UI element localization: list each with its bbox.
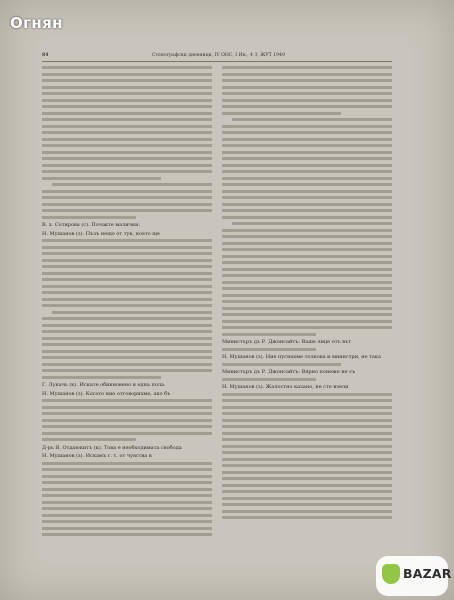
text-line	[42, 99, 212, 102]
text-line	[42, 501, 212, 504]
text-line	[222, 274, 392, 277]
text-line	[222, 73, 392, 76]
text-line	[222, 183, 392, 186]
speaker-line: Н. Мушанов (з). Ние пуснахме толкова и министри, не така	[222, 354, 381, 360]
text-line	[222, 255, 392, 258]
text-line	[42, 425, 212, 428]
text-line	[222, 242, 392, 245]
text-line	[42, 330, 212, 333]
text-line	[42, 350, 212, 353]
text-line	[222, 471, 392, 474]
text-line	[222, 294, 392, 297]
text-line	[42, 265, 212, 268]
text-line	[222, 378, 316, 381]
text-line	[222, 458, 392, 461]
text-line	[42, 216, 136, 219]
text-line	[222, 151, 392, 154]
speaker-line: Н. Мушанов (з). Искамъ г. т. от чувства в	[42, 453, 152, 459]
text-line	[222, 406, 392, 409]
text-line	[222, 66, 392, 69]
text-line	[42, 246, 212, 249]
text-line	[232, 222, 392, 225]
text-line	[222, 144, 392, 147]
text-line	[42, 144, 212, 147]
text-line	[222, 497, 392, 500]
text-line	[42, 177, 161, 180]
page-number: 84	[42, 53, 49, 58]
text-line	[42, 507, 212, 510]
page-header	[42, 52, 392, 60]
speaker-line: Д-рь Я. Отдаюкитъ (к). Това е необходимата свобода	[42, 444, 182, 451]
speaker-line: Н. Мушанов (з). Жалостно казано, не сте взели	[222, 384, 349, 390]
text-line	[42, 376, 161, 379]
text-line	[42, 66, 212, 69]
text-line	[222, 510, 392, 513]
text-line	[222, 445, 392, 448]
text-line	[42, 520, 212, 523]
text-line	[222, 190, 392, 193]
text-line	[222, 438, 392, 441]
text-line	[42, 131, 212, 134]
text-line	[42, 125, 212, 128]
text-line	[42, 209, 212, 212]
text-line	[222, 196, 392, 199]
text-line	[42, 239, 212, 242]
speaker-line: В. х. Сотирова (с). Почакте малички.	[42, 222, 141, 228]
text-line	[42, 462, 212, 465]
text-line	[42, 112, 212, 115]
text-line	[222, 326, 392, 329]
text-line	[222, 490, 392, 493]
text-line	[42, 79, 212, 82]
text-line	[42, 369, 212, 372]
text-line	[42, 170, 212, 173]
text-line	[42, 86, 212, 89]
speaker-line: Н. Мушанов (з). Когато ние отговорихме, ако бъ	[42, 390, 171, 397]
text-line	[222, 216, 392, 219]
text-line	[42, 324, 212, 327]
bazar-badge	[376, 556, 452, 596]
text-line	[222, 177, 392, 180]
text-line	[222, 432, 392, 435]
text-line	[42, 164, 212, 167]
text-line	[42, 412, 212, 415]
bazar-logo-icon	[382, 564, 400, 584]
text-line	[222, 464, 392, 467]
text-line	[42, 399, 212, 402]
text-line	[42, 138, 212, 141]
text-line	[42, 475, 212, 478]
text-line	[222, 99, 392, 102]
speaker-line: Министъръ дъ Р. Джонсайтъ: Вярно понеже не съ	[222, 369, 356, 375]
text-line	[222, 157, 392, 160]
text-line	[232, 118, 392, 121]
text-line	[42, 317, 212, 320]
bazar-label: BAZAR	[403, 566, 452, 581]
text-line	[42, 494, 212, 497]
text-line	[222, 105, 392, 108]
text-line	[42, 278, 212, 281]
text-line	[222, 484, 392, 487]
text-line	[222, 164, 392, 167]
text-line	[42, 419, 212, 422]
text-line	[42, 285, 212, 288]
text-line	[222, 333, 316, 336]
text-line	[42, 356, 212, 359]
text-line	[222, 235, 392, 238]
text-line	[222, 300, 392, 303]
text-line	[42, 527, 212, 530]
text-line	[222, 125, 392, 128]
text-line	[222, 79, 392, 82]
text-line	[222, 268, 392, 271]
text-line	[42, 488, 212, 491]
text-line	[42, 196, 212, 199]
text-line	[42, 73, 212, 76]
text-line	[222, 229, 392, 232]
text-line	[42, 157, 212, 160]
text-line	[222, 261, 392, 264]
text-line	[222, 419, 392, 422]
text-line	[222, 516, 392, 519]
text-line	[42, 343, 212, 346]
text-line	[222, 399, 392, 402]
text-line	[222, 92, 392, 95]
text-line	[42, 118, 212, 121]
running-head: Стенографски дневници, IV ОНС, I Ин., 4 З, ЖУТ 1949	[152, 53, 285, 58]
text-line	[222, 170, 392, 173]
text-line	[42, 190, 212, 193]
text-line	[42, 151, 212, 154]
text-line	[42, 468, 212, 471]
text-line	[42, 92, 212, 95]
text-line	[42, 252, 212, 255]
text-line	[42, 259, 212, 262]
text-line	[222, 209, 392, 212]
text-line	[52, 311, 212, 314]
text-line	[42, 438, 136, 441]
text-line	[42, 203, 212, 206]
text-line	[42, 406, 212, 409]
left-text-column	[42, 66, 212, 566]
text-line	[222, 503, 392, 506]
text-line	[42, 298, 212, 301]
text-line	[222, 313, 392, 316]
text-line	[42, 291, 212, 294]
text-line	[222, 348, 316, 351]
text-line	[222, 287, 392, 290]
text-line	[42, 432, 212, 435]
speaker-line: Министъръ дъ Р. Джонсайтъ: Ваше лице отъ вът	[222, 339, 352, 345]
text-line	[222, 451, 392, 454]
text-line	[222, 138, 392, 141]
text-line	[222, 363, 341, 366]
text-line	[42, 105, 212, 108]
text-line	[42, 337, 212, 340]
text-line	[42, 272, 212, 275]
speaker-line: Н. Мушанов (з). Пъзъ нещо от тук, което ще	[42, 230, 160, 237]
text-line	[42, 481, 212, 484]
text-line	[42, 363, 212, 366]
text-line	[222, 131, 392, 134]
text-line	[222, 248, 392, 251]
watermark-brand: Огнян	[10, 14, 63, 32]
text-line	[222, 281, 392, 284]
text-line	[222, 86, 392, 89]
text-line	[222, 425, 392, 428]
text-line	[52, 183, 212, 186]
text-line	[222, 203, 392, 206]
right-text-column	[222, 66, 392, 566]
speaker-line: Г. Лукачь (к). Искате обикновено и една пола.	[42, 382, 166, 388]
header-rule	[42, 61, 392, 62]
text-line	[42, 514, 212, 517]
text-line	[42, 533, 212, 536]
text-line	[222, 393, 392, 396]
text-line	[222, 307, 392, 310]
text-line	[222, 412, 392, 415]
text-line	[222, 112, 341, 115]
text-line	[222, 477, 392, 480]
text-line	[42, 304, 212, 307]
text-line	[222, 320, 392, 323]
